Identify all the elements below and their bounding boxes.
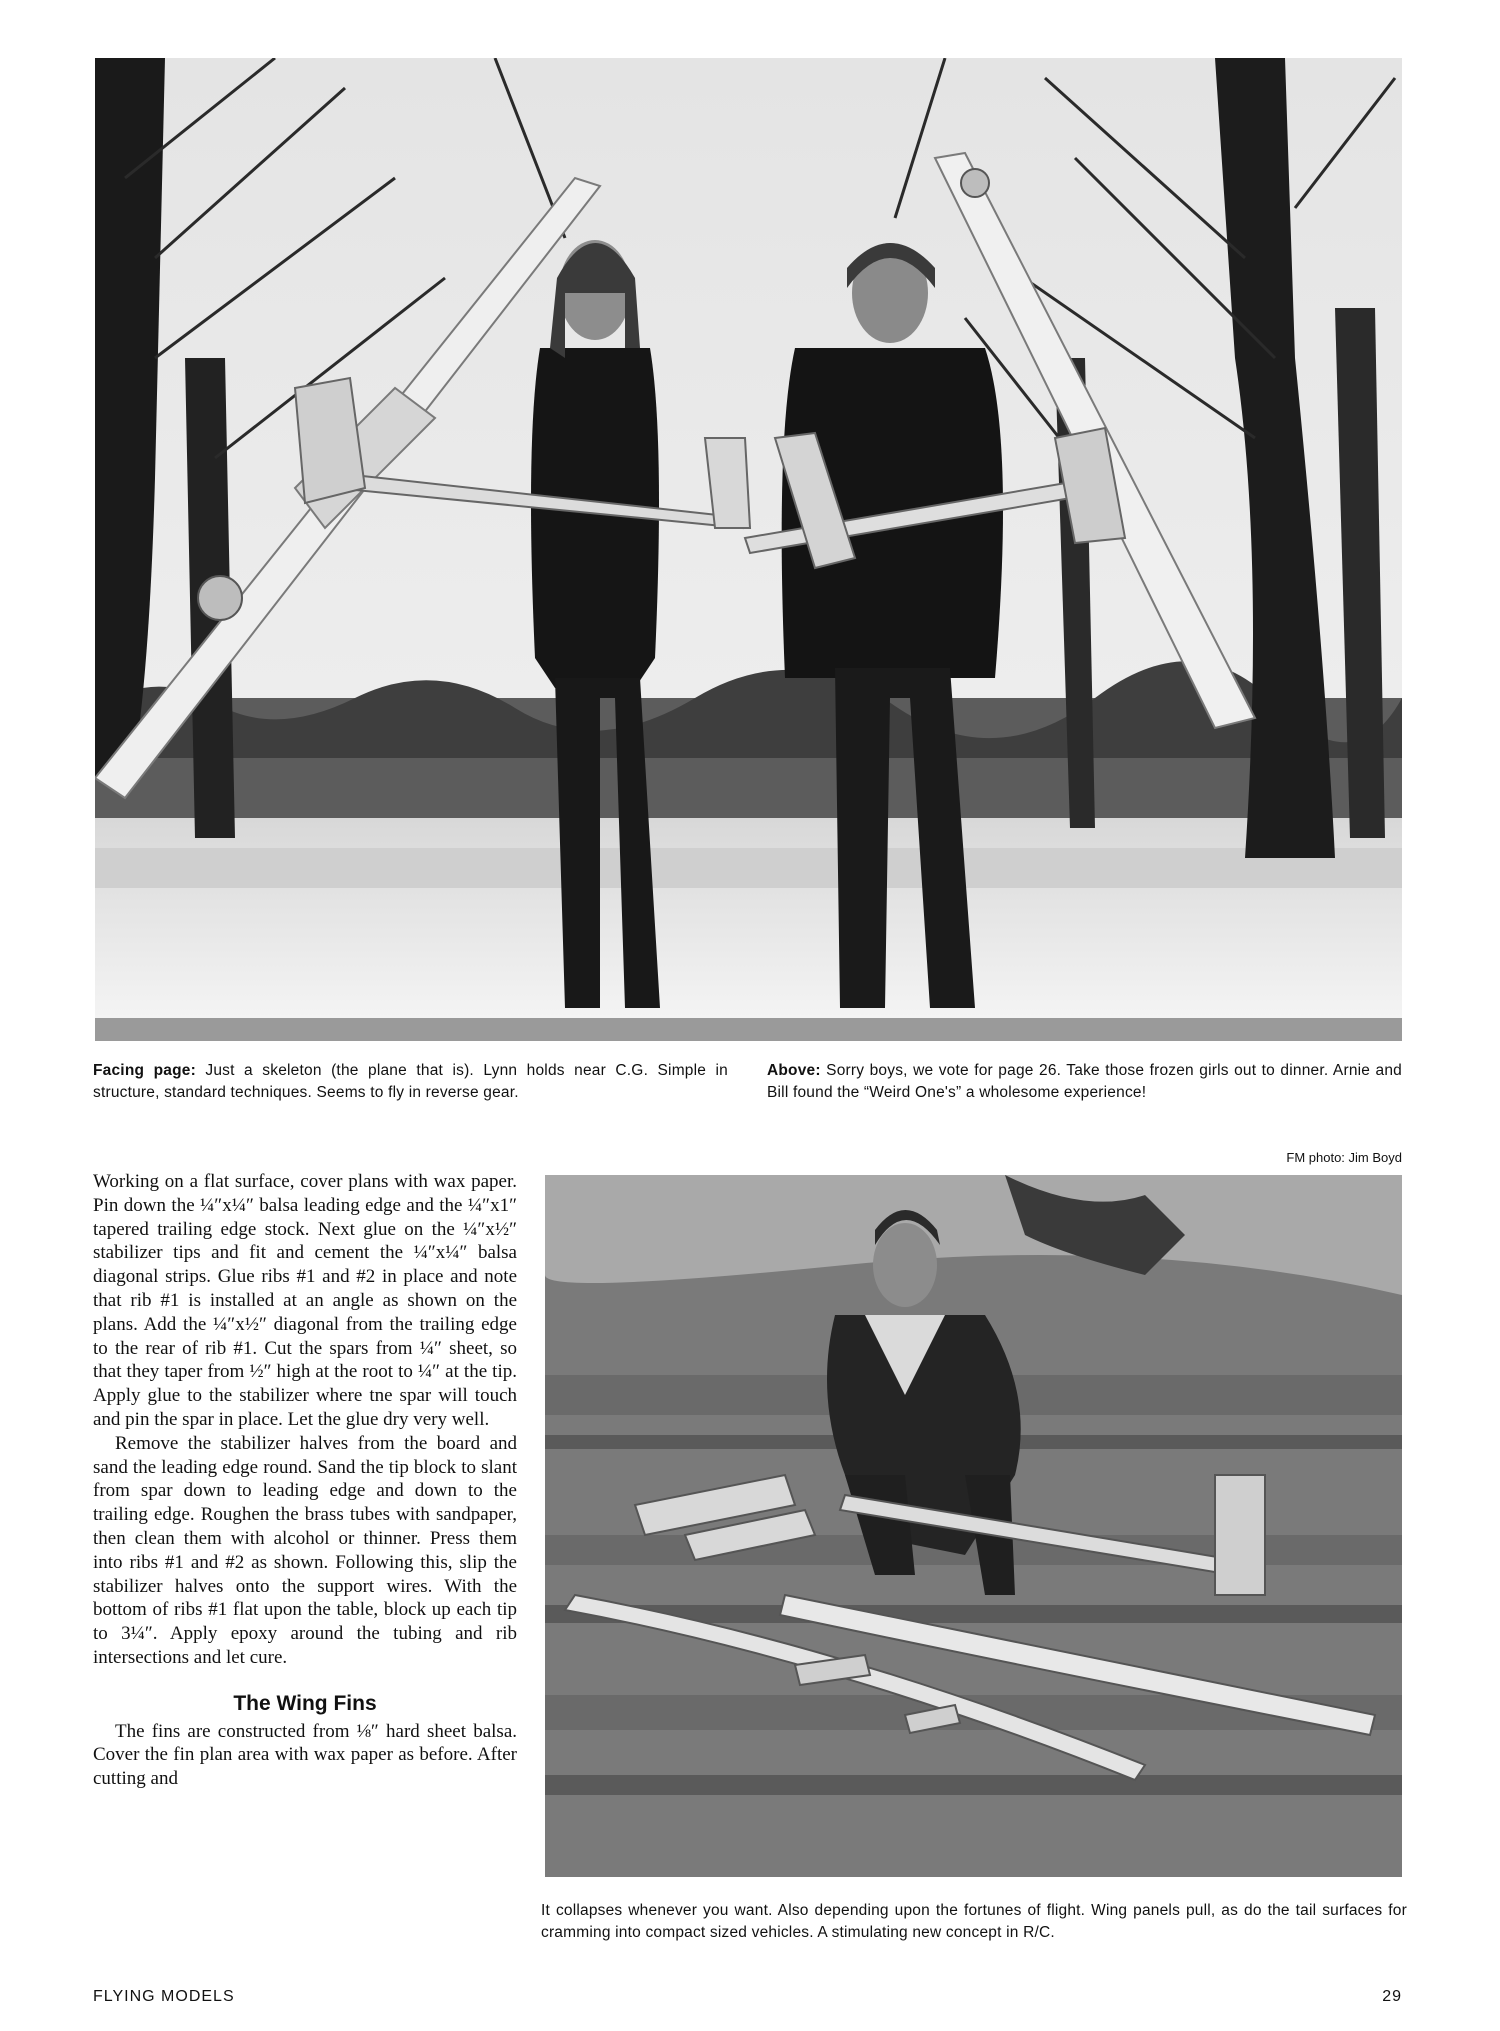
- caption-bottom-photo: [541, 1900, 1407, 1944]
- caption-above-label: Above:: [767, 1062, 821, 1079]
- caption-facing-label: Facing page:: [93, 1062, 196, 1079]
- caption-facing-page: [93, 1060, 728, 1104]
- caption-above-text: Sorry boys, we vote for page 26. Take those frozen girls out to dinner. Arnie and Bill found the “Weird One's” a wholesome experience!: [767, 1062, 1402, 1101]
- article-paragraph: Working on a flat surface, cover plans with wax paper. Pin down the ¼″x¼″ balsa leading edge and the ¼″x1″ tapered trailing edge stock. Next glue on the ¼″x½″ stabilizer tips and fit and cement the ¼″x¼″ balsa diagonal strips. Glue ribs #1 and #2 in place and note that rib #1 is installed at an angle as shown on the plans. Add the ¼″x½″ diagonal from the trailing edge to the rear of rib #1. Cut the spars from ¼″ sheet, so that they taper from ½″ high at the root to ¼″ at the tip. Apply glue to the stabilizer where tne spar will touch and pin the spar in place. Let the glue dry very well.: [93, 1171, 517, 1430]
- caption-bottom-text: It collapses whenever you want. Also depending upon the fortunes of flight. Wing panels pull, as do the tail surfaces for cramming into compact sized vehicles. A stimulating new concept in R/C.: [541, 1902, 1407, 1941]
- article-paragraph: Remove the stabilizer halves from the board and sand the leading edge round. Sand the tip block to slant from spar down to leading edge and down to the trailing edge. Roughen the brass tubes with sandpaper, then clean them with alcohol or thinner. Press them into ribs #1 and #2 as shown. Following this, slip the stabilizer halves onto the support wires. With the bottom of ribs #1 flat upon the table, block up each tip to 3¼″. Apply epoxy around the tubing and rib intersections and let cure.: [93, 1432, 517, 1668]
- page-number: 29: [1382, 1988, 1402, 2005]
- caption-above: [767, 1060, 1402, 1104]
- top-photo-two-men-with-gliders: [95, 58, 1402, 1041]
- article-paragraph: The fins are constructed from ⅛″ hard sheet balsa. Cover the fin plan area with wax paper as before. After cutting and: [93, 1720, 517, 1790]
- photo-credit: FM photo: Jim Boyd: [1286, 1150, 1402, 1165]
- article-column: [93, 1170, 517, 1791]
- bottom-photo-man-with-disassembled-glider: [545, 1175, 1402, 1877]
- section-heading: The Wing Fins: [233, 1691, 377, 1715]
- footer-magazine-name: FLYING MODELS: [93, 1988, 235, 2005]
- caption-facing-text: Just a skeleton (the plane that is). Lynn holds near C.G. Simple in structure, standard techniques. Seems to fly in reverse gear.: [93, 1062, 728, 1101]
